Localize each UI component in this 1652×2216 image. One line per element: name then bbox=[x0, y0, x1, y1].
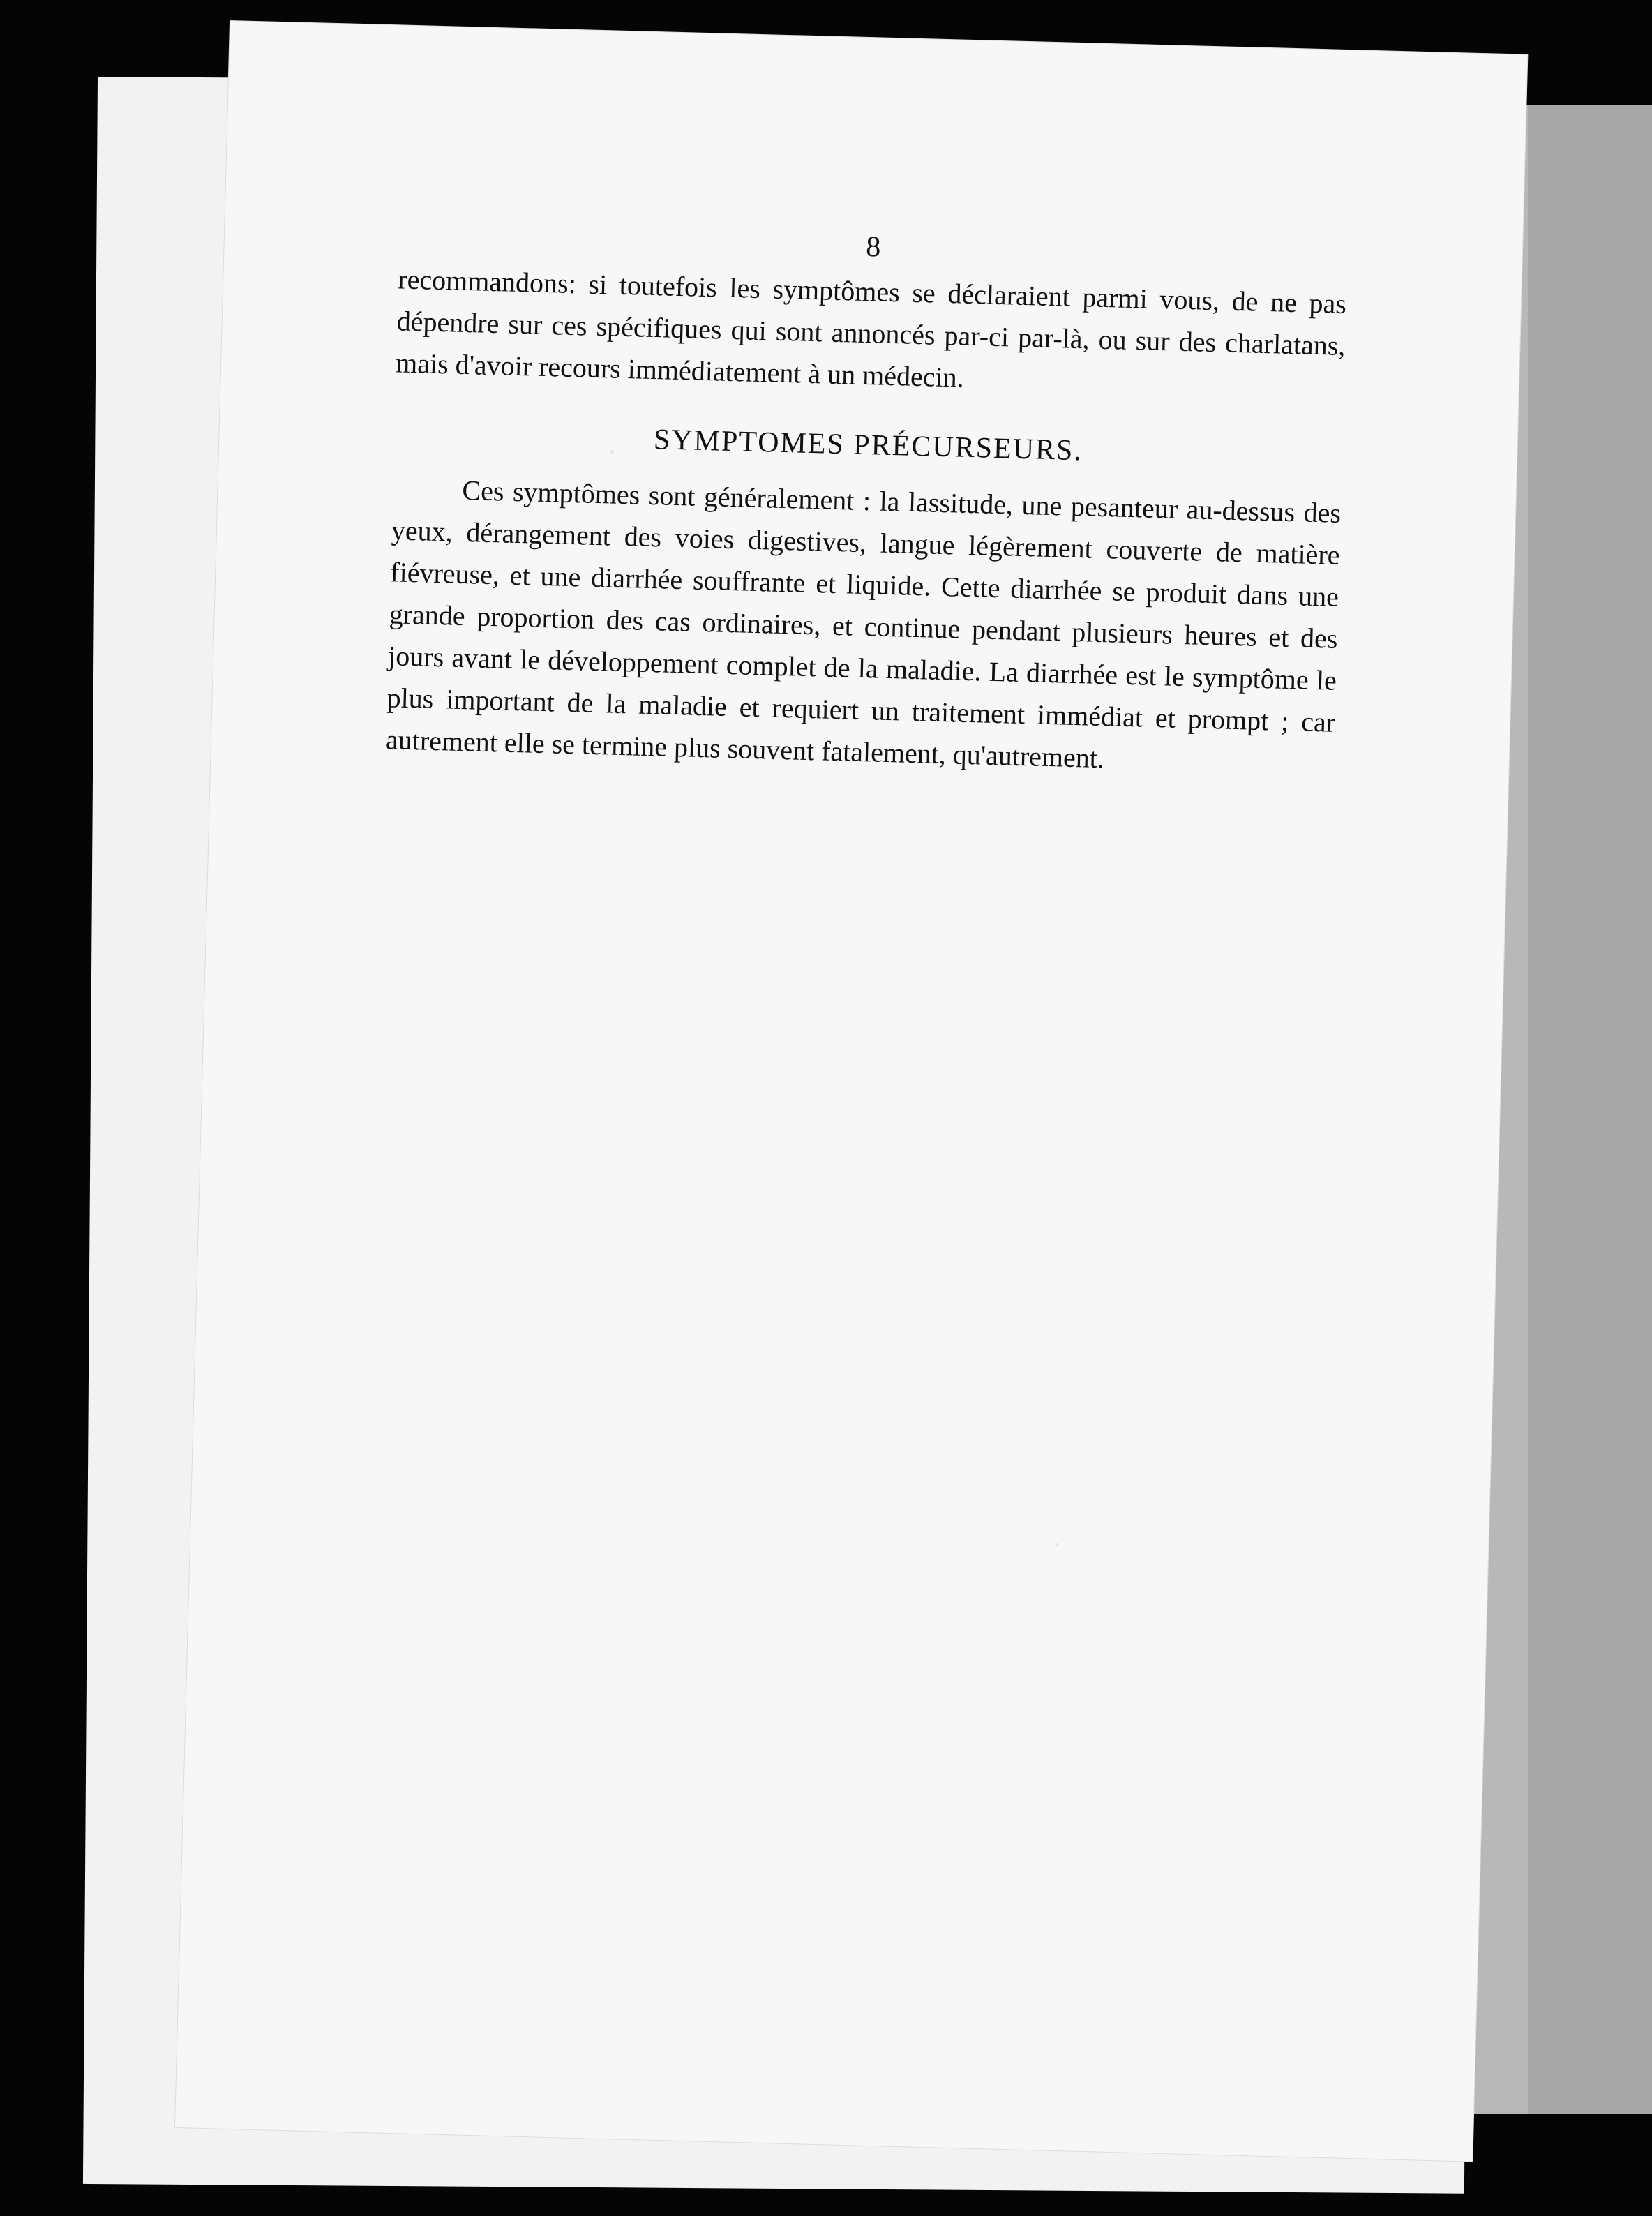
right-edge-shadow bbox=[1528, 105, 1652, 2114]
body-paragraph: Ces symptômes sont généralement : la lassitude, une pesanteur au-dessus des yeux, dérangement des voies digestives, langue légèrement couverte de matière fiévreuse, et une diarrhée souffrante et liquide. Cette diarrhée se produit dans une grande proportion des cas ordinaires, et continue pendant plusieurs heures et des jours avant le développement complet de la maladie. La diarrhée est le symptôme le plus important de la maladie et requiert un traitement immédiat et prompt ; car autrement elle se termine plus souvent fatalement, qu'autrement. bbox=[385, 474, 1342, 774]
page-number: 8 bbox=[865, 230, 881, 264]
document-page bbox=[175, 21, 1527, 2162]
section-heading: SYMPTOMES PRÉCURSEURS. bbox=[653, 424, 1083, 467]
text-block bbox=[385, 214, 1348, 785]
paper-speck bbox=[1056, 1543, 1059, 1547]
intro-paragraph: recommandons: si toutefois les symptômes se déclaraient parmi vous, de ne pas dépendre sur ces spécifiques qui sont annoncés par-ci par-là, ou sur des charlatans, mais d'avoir recours immédiatement à un médecin. bbox=[395, 263, 1347, 394]
